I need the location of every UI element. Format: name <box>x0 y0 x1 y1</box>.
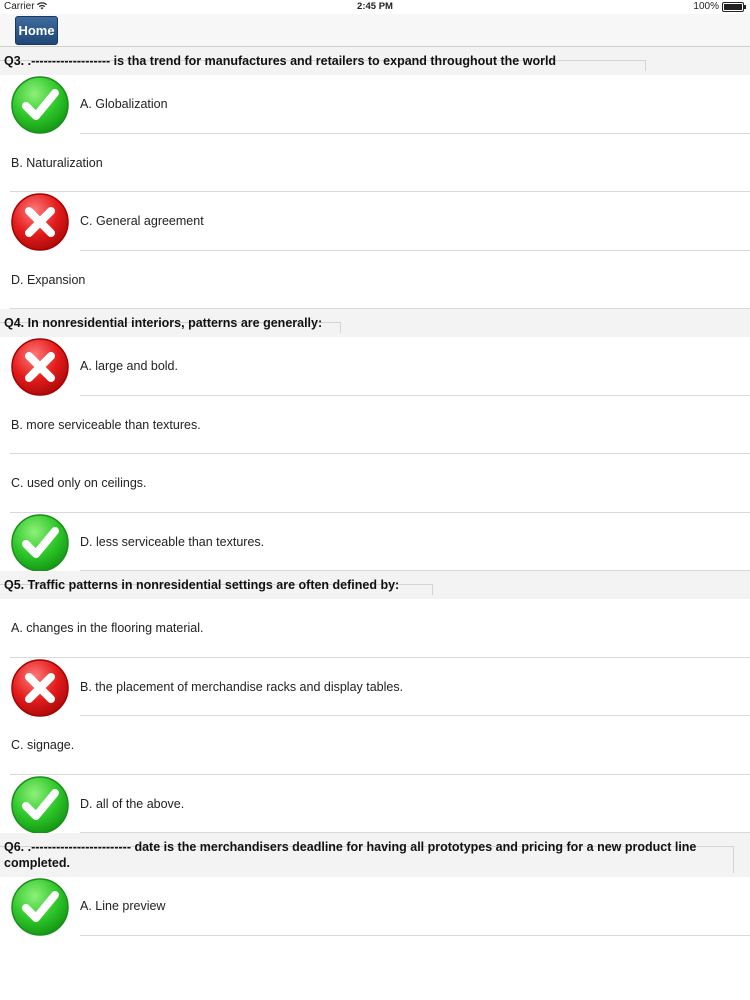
results-list[interactable] <box>0 47 750 936</box>
row-divider <box>80 935 750 936</box>
answer-label: C. signage. <box>11 738 75 753</box>
correct-check-icon <box>10 513 70 573</box>
answer-option[interactable] <box>0 251 750 310</box>
wrong-cross-icon <box>10 337 70 397</box>
answer-label: B. the placement of merchandise racks and display tables. <box>80 679 404 694</box>
answer-label: A. large and bold. <box>80 359 178 374</box>
answer-label: D. less serviceable than textures. <box>80 534 265 549</box>
clock: 2:45 PM <box>357 1 393 12</box>
answer-option[interactable] <box>0 513 750 572</box>
question-header <box>0 833 750 877</box>
answer-label: C. General agreement <box>80 214 204 229</box>
answer-option[interactable] <box>0 658 750 717</box>
question-text: Q5. Traffic patterns in nonresidential settings are often defined by: <box>4 578 400 592</box>
answer-label: C. used only on ceilings. <box>11 476 147 491</box>
battery-percent: 100% <box>693 1 719 12</box>
navigation-bar <box>0 14 750 47</box>
answer-option[interactable] <box>0 454 750 513</box>
wrong-cross-icon <box>10 192 70 252</box>
battery-icon <box>722 2 744 12</box>
answer-option[interactable] <box>0 396 750 455</box>
answer-label: B. Naturalization <box>11 155 103 170</box>
answer-option[interactable] <box>0 716 750 775</box>
question-header <box>0 309 750 337</box>
answer-option[interactable] <box>0 337 750 396</box>
question-text: Q3. .------------------- is tha trend for manufactures and retailers to expand throughout the world <box>4 54 557 68</box>
question-header <box>0 571 750 599</box>
answer-label: D. Expansion <box>11 272 86 287</box>
correct-check-icon <box>10 75 70 135</box>
answer-option[interactable] <box>0 75 750 134</box>
answer-label: A. Line preview <box>80 899 166 914</box>
correct-check-icon <box>10 877 70 937</box>
answer-option[interactable] <box>0 877 750 936</box>
carrier-text: Carrier <box>4 1 35 12</box>
answer-option[interactable] <box>0 775 750 834</box>
wrong-cross-icon <box>10 658 70 718</box>
status-bar <box>0 0 750 14</box>
answer-option[interactable] <box>0 599 750 658</box>
battery-indicator <box>693 1 744 12</box>
answer-option[interactable] <box>0 134 750 193</box>
home-button[interactable]: Home <box>15 16 58 45</box>
question-text: Q6. .------------------------ date is the merchandisers deadline for having all prototypes and pricing for a new product line completed. <box>4 840 697 870</box>
correct-check-icon <box>10 775 70 835</box>
question-text: Q4. In nonresidential interiors, patterns are generally: <box>4 316 323 330</box>
answer-label: B. more serviceable than textures. <box>11 417 201 432</box>
question-header <box>0 47 750 75</box>
answer-label: A. changes in the flooring material. <box>11 621 204 636</box>
answer-label: A. Globalization <box>80 97 168 112</box>
answer-label: D. all of the above. <box>80 796 185 811</box>
answer-option[interactable] <box>0 192 750 251</box>
